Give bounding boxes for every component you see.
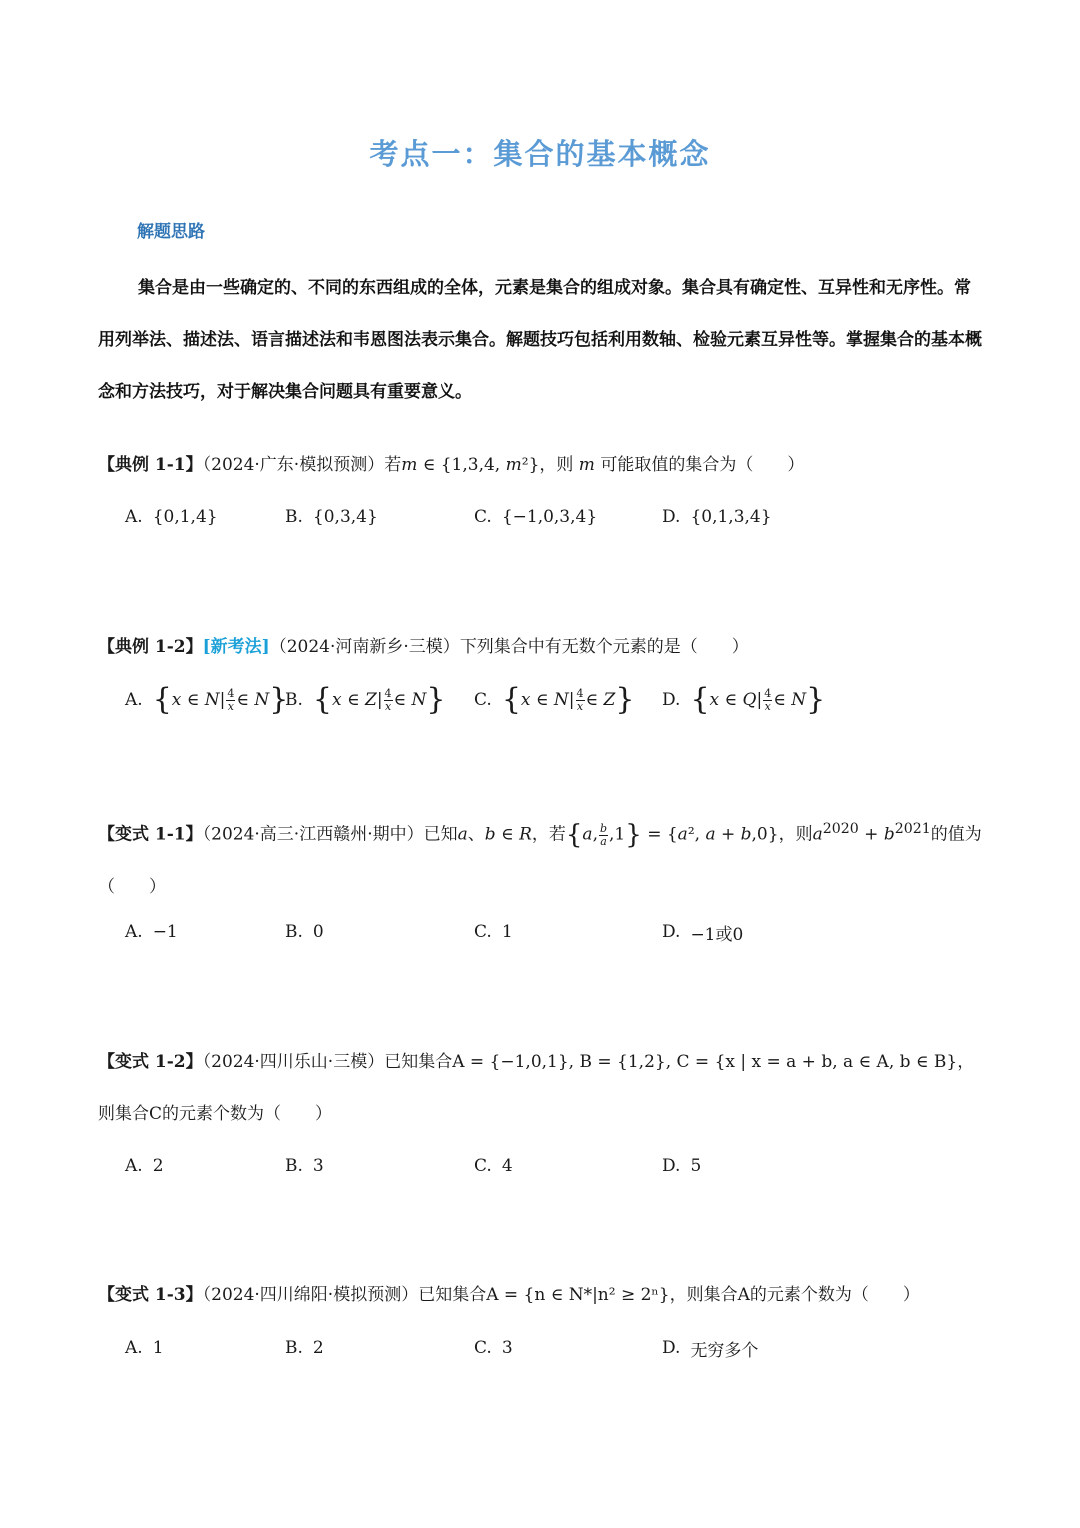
- math-set: Z: [365, 690, 377, 710]
- option-text: 4: [501, 1156, 513, 1176]
- math-var: a: [582, 824, 593, 845]
- brace-left: {: [501, 682, 521, 717]
- option-letter: A.: [125, 1338, 143, 1358]
- options-variant-1-2: [125, 1146, 985, 1186]
- question-text: 已知集合A = {n ∈ N*|n² ≥ 2ⁿ}，则集合A的元素个数为（ ）: [418, 1285, 920, 1305]
- option-letter: A.: [125, 922, 143, 942]
- new-method-tag: [新考法]: [202, 637, 270, 657]
- question-variant-1-2: [98, 1036, 988, 1140]
- math-var: b: [484, 824, 496, 845]
- option-b[interactable]: [285, 912, 324, 952]
- math-set: N: [204, 690, 220, 710]
- option-letter: C.: [474, 1338, 492, 1358]
- option-text: 1: [152, 1338, 164, 1358]
- math-exponent: 2020: [822, 821, 859, 837]
- question-source: （2024·广东·模拟预测）: [202, 455, 385, 475]
- fraction-den: a: [600, 834, 607, 848]
- option-a[interactable]: A. { x ∈ N | $\frac{4}{x}$ ∈ N }: [125, 682, 289, 717]
- fraction-den: x: [384, 699, 392, 713]
- option-letter: D.: [662, 1338, 681, 1358]
- question-text: 已知: [423, 824, 458, 845]
- math-text: ,1: [609, 824, 626, 845]
- option-text: 2: [312, 1338, 324, 1358]
- math-exponent: 2021: [894, 821, 931, 837]
- math-text: ²,: [687, 824, 706, 845]
- intro-paragraph: 集合是由一些确定的、不同的东西组成的全体，元素是集合的组成对象。集合具有确定性、互异性和无序性。常用列举法、描述法、语言描述法和韦恩图法表示集合。解题技巧包括利用数轴、检验元素互异性等。掌握集合的基本概念和方法技巧，对于解决集合问题具有重要意义。: [98, 278, 982, 402]
- math-set: Z: [603, 690, 616, 710]
- brace-right: }: [615, 682, 635, 717]
- question-variant-1-1: 【变式 1-1】（2024·高三·江西赣州·期中）已知a、b ∈ R，若{a, $\frac{b}{a}$ ,1} = {a², a + b,0}，则$a^{2020} + b^{2021}$的值为（ ）: [98, 820, 982, 897]
- options-variant-1-3: [125, 1328, 985, 1368]
- question-1-2: [98, 621, 988, 673]
- option-text: 1: [501, 922, 513, 942]
- option-letter: B.: [285, 1156, 303, 1176]
- options-variant-1-1: [125, 912, 985, 952]
- question-tag: 【典例 1-2】: [98, 637, 203, 657]
- option-letter: D.: [662, 507, 681, 527]
- option-letter: C.: [474, 690, 492, 710]
- question-text: 已知集合A = {−1,0,1}, B = {1,2}, C = {x | x = a + b, a ∈ A, b ∈ B}，则集合C的元素个数为（ ）: [98, 1052, 975, 1124]
- math-text: +: [858, 824, 884, 845]
- fraction: [576, 688, 585, 713]
- option-text: 3: [501, 1338, 513, 1358]
- brace-left: {: [565, 820, 583, 851]
- brace-left: {: [152, 682, 172, 717]
- math-text: = {: [641, 824, 678, 845]
- option-b[interactable]: [285, 1146, 324, 1186]
- math-var: x: [709, 690, 720, 710]
- option-letter: B.: [285, 507, 303, 527]
- brace-left: {: [690, 682, 710, 717]
- fraction-den: x: [576, 699, 584, 713]
- option-letter: D.: [662, 690, 681, 710]
- math-text: ∈ {1,3,4,: [417, 455, 506, 475]
- math-set: N: [254, 690, 270, 710]
- option-d[interactable]: [662, 1146, 701, 1186]
- brace-right: }: [625, 820, 642, 851]
- math-var: x: [520, 690, 531, 710]
- option-letter: D.: [662, 922, 681, 942]
- math-text: ∈: [495, 824, 520, 845]
- brace-right: }: [269, 682, 289, 717]
- question-variant-1-3: [98, 1269, 988, 1321]
- option-text: {−1,0,3,4}: [501, 507, 598, 527]
- section-label: 解题思路: [137, 222, 205, 242]
- math-var: a: [812, 824, 823, 845]
- page-title: 考点一：集合的基本概念: [369, 137, 711, 171]
- math-var: m: [401, 455, 418, 475]
- math-set: N: [411, 690, 427, 710]
- question-1-1: [98, 439, 988, 491]
- question-text: 的值为（ ）: [98, 824, 982, 897]
- math-set: N: [791, 690, 807, 710]
- question-source: （2024·高三·江西赣州·期中）: [202, 824, 424, 845]
- option-a[interactable]: [125, 1328, 164, 1368]
- question-tag: 【变式 1-1】: [98, 824, 203, 845]
- math-text: ²}，则: [521, 455, 579, 475]
- option-letter: B.: [285, 690, 303, 710]
- fraction: [763, 688, 772, 713]
- math-text: +: [715, 824, 741, 845]
- question-text: 可能取值的集合为（ ）: [594, 455, 805, 475]
- option-text: 2: [152, 1156, 164, 1176]
- question-tag: 【典例 1-1】: [98, 455, 203, 475]
- question-text: 下列集合中有无数个元素的是（ ）: [459, 637, 749, 657]
- option-letter: B.: [285, 922, 303, 942]
- option-letter: A.: [125, 690, 143, 710]
- fraction: [226, 688, 235, 713]
- math-var: b: [740, 824, 752, 845]
- option-letter: B.: [285, 1338, 303, 1358]
- math-set: R: [519, 824, 532, 845]
- option-text: 无穷多个: [690, 1340, 759, 1361]
- option-a[interactable]: [125, 497, 218, 537]
- fraction-num: 4: [576, 686, 584, 700]
- math-var: a: [457, 824, 468, 845]
- question-source: （2024·四川乐山·三模）: [202, 1052, 385, 1072]
- math-set: N: [553, 690, 569, 710]
- fraction: [599, 823, 608, 848]
- option-d[interactable]: D. { x ∈ Q | $\frac{4}{x}$ ∈ N }: [662, 682, 826, 717]
- brace-right: }: [426, 682, 446, 717]
- math-var: a: [677, 824, 688, 845]
- option-d[interactable]: [662, 912, 743, 952]
- option-d[interactable]: [662, 497, 772, 537]
- math-var: b: [883, 824, 895, 845]
- fraction-num: b: [599, 821, 608, 835]
- option-a[interactable]: [125, 1146, 164, 1186]
- option-b[interactable]: [285, 497, 378, 537]
- option-letter: C.: [474, 1156, 492, 1176]
- option-letter: C.: [474, 922, 492, 942]
- question-source: （2024·河南新乡·三模）: [269, 637, 460, 657]
- option-b[interactable]: [285, 1328, 324, 1368]
- question-tag: 【变式 1-2】: [98, 1052, 203, 1072]
- question-source: （2024·四川绵阳·模拟预测）: [202, 1285, 419, 1305]
- brace-left: {: [312, 682, 332, 717]
- fraction-num: 4: [227, 686, 235, 700]
- option-text: 5: [690, 1156, 702, 1176]
- option-c[interactable]: C. { x ∈ N | $\frac{4}{x}$ ∈ Z }: [474, 682, 635, 717]
- option-c[interactable]: [474, 1328, 513, 1368]
- option-text: {0,1,3,4}: [690, 507, 772, 527]
- question-tag: 【变式 1-3】: [98, 1285, 203, 1305]
- option-letter: A.: [125, 1156, 143, 1176]
- option-text: {0,3,4}: [312, 507, 378, 527]
- math-text: ,0}，则: [751, 824, 813, 845]
- fraction-num: 4: [764, 686, 772, 700]
- option-c[interactable]: [474, 912, 513, 952]
- question-text: 、: [467, 824, 485, 845]
- option-text: 0: [312, 922, 324, 942]
- math-var: x: [171, 690, 182, 710]
- option-text: −1或0: [690, 924, 744, 945]
- math-var: a: [705, 824, 716, 845]
- math-set: Q: [742, 690, 757, 710]
- option-c[interactable]: [474, 1146, 513, 1186]
- option-text: −1: [152, 922, 178, 942]
- fraction-den: x: [227, 699, 234, 713]
- option-letter: D.: [662, 1156, 681, 1176]
- fraction-den: x: [764, 699, 771, 713]
- options-1-1: [125, 497, 985, 537]
- option-c[interactable]: [474, 497, 597, 537]
- option-a[interactable]: [125, 912, 178, 952]
- math-var: x: [332, 690, 342, 710]
- question-text: 若: [384, 455, 402, 475]
- option-text: 3: [312, 1156, 324, 1176]
- option-b[interactable]: B. { x ∈ Z | $\frac{4}{x}$ ∈ N }: [285, 682, 446, 717]
- option-d[interactable]: [662, 1328, 758, 1368]
- option-letter: C.: [474, 507, 492, 527]
- option-text: {0,1,4}: [152, 507, 218, 527]
- fraction-num: 4: [384, 686, 392, 700]
- math-var: m: [505, 455, 522, 475]
- brace-right: }: [806, 682, 826, 717]
- question-text: ，若: [531, 824, 566, 845]
- option-letter: A.: [125, 507, 143, 527]
- fraction: [384, 688, 393, 713]
- options-1-2: [125, 680, 985, 720]
- math-var: m: [578, 455, 595, 475]
